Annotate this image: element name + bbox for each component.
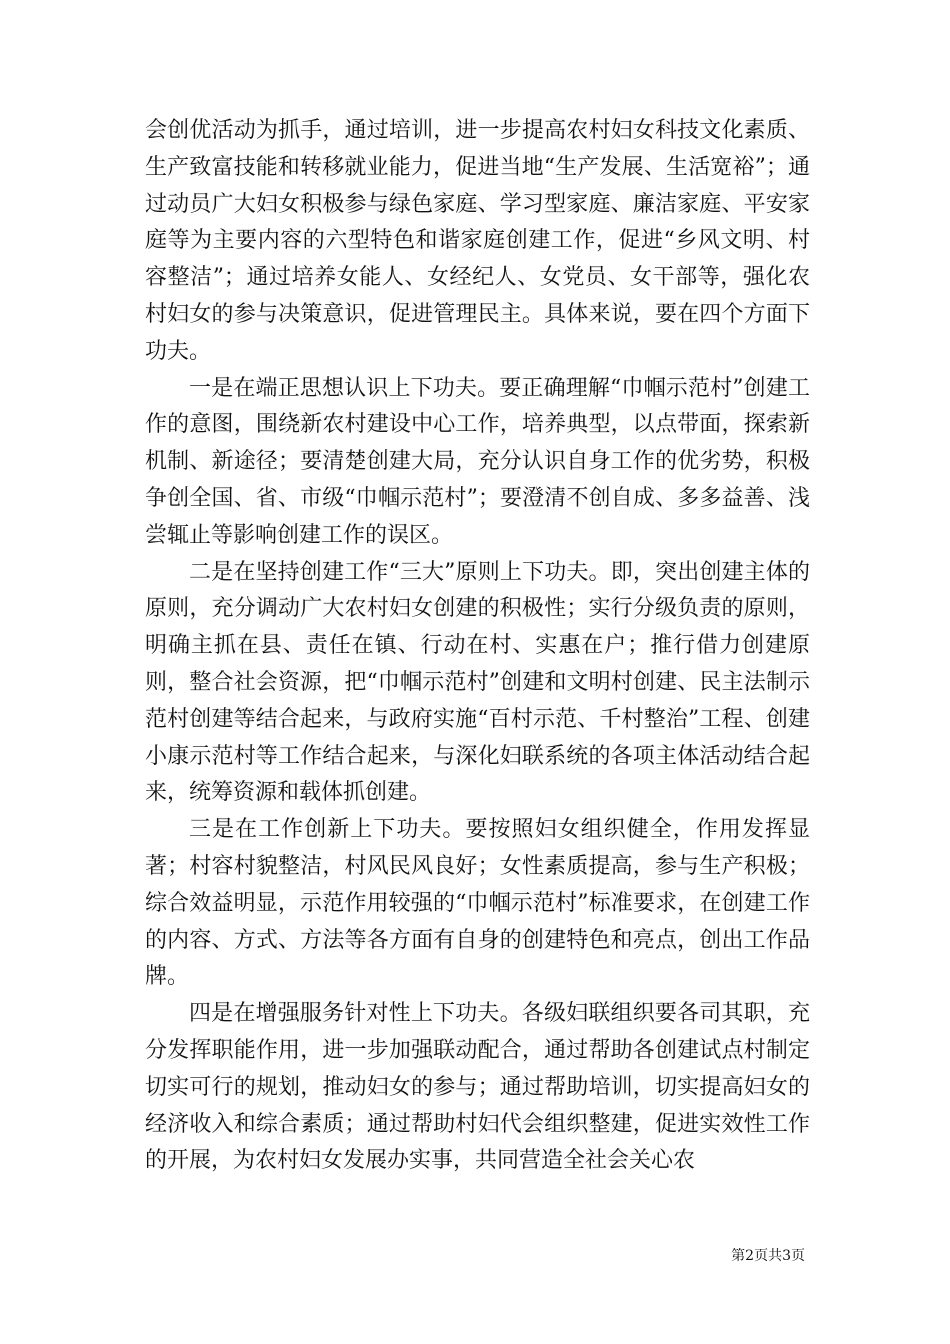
paragraph-point-one: 一是在端正思想认识上下功夫。要正确理解“巾帼示范村”创建工作的意图，围绕新农村建设中心工作，培养典型，以点带面，探索新机制、新途径；要清楚创建大局，充分认识自身工作的优劣势，积极争创全国、省、市级“巾帼示范村”；要澄清不创自成、多多益善、浅尝辄止等影响创建工作的误区。 xyxy=(145,375,810,548)
paragraph-point-two: 二是在坚持创建工作“三大”原则上下功夫。即，突出创建主体的原则，充分调动广大农村妇女创建的积极性；实行分级负责的原则，明确主抓在县、责任在镇、行动在村、实惠在户；推行借力创建原则，整合社会资源，把“巾帼示范村”创建和文明村创建、民主法制示范村创建等结合起来，与政府实施“百村示范、千村整治”工程、创建小康示范村等工作结合起来，与深化妇联系统的各项主体活动结合起来，统筹资源和载体抓创建。 xyxy=(145,559,810,806)
paragraph-continuation: 会创优活动为抓手，通过培训，进一步提高农村妇女科技文化素质、生产致富技能和转移就业能力，促进当地“生产发展、生活宽裕”；通过动员广大妇女积极参与绿色家庭、学习型家庭、廉洁家庭、平安家庭等为主要内容的六型特色和谐家庭创建工作，促进“乡风文明、村容整洁”；通过培养女能人、女经纪人、女党员、女干部等，强化农村妇女的参与决策意识，促进管理民主。具体来说，要在四个方面下功夫。 xyxy=(145,118,810,364)
page-number: 第2页共3页 xyxy=(731,1248,805,1264)
document-body xyxy=(145,113,810,1180)
paragraph-point-three: 三是在工作创新上下功夫。要按照妇女组织健全，作用发挥显著；村容村貌整洁，村风民风良好；女性素质提高，参与生产积极；综合效益明显，示范作用较强的“巾帼示范村”标准要求，在创建工作的内容、方式、方法等各方面有自身的创建特色和亮点，创出工作品牌。 xyxy=(145,817,810,990)
paragraph-point-four: 四是在增强服务针对性上下功夫。各级妇联组织要各司其职，充分发挥职能作用，进一步加强联动配合，通过帮助各创建试点村制定切实可行的规划，推动妇女的参与；通过帮助培训，切实提高妇女的经济收入和综合素质；通过帮助村妇代会组织整建，促进实效性工作的开展，为农村妇女发展办实事，共同营造全社会关心农 xyxy=(145,1001,810,1174)
